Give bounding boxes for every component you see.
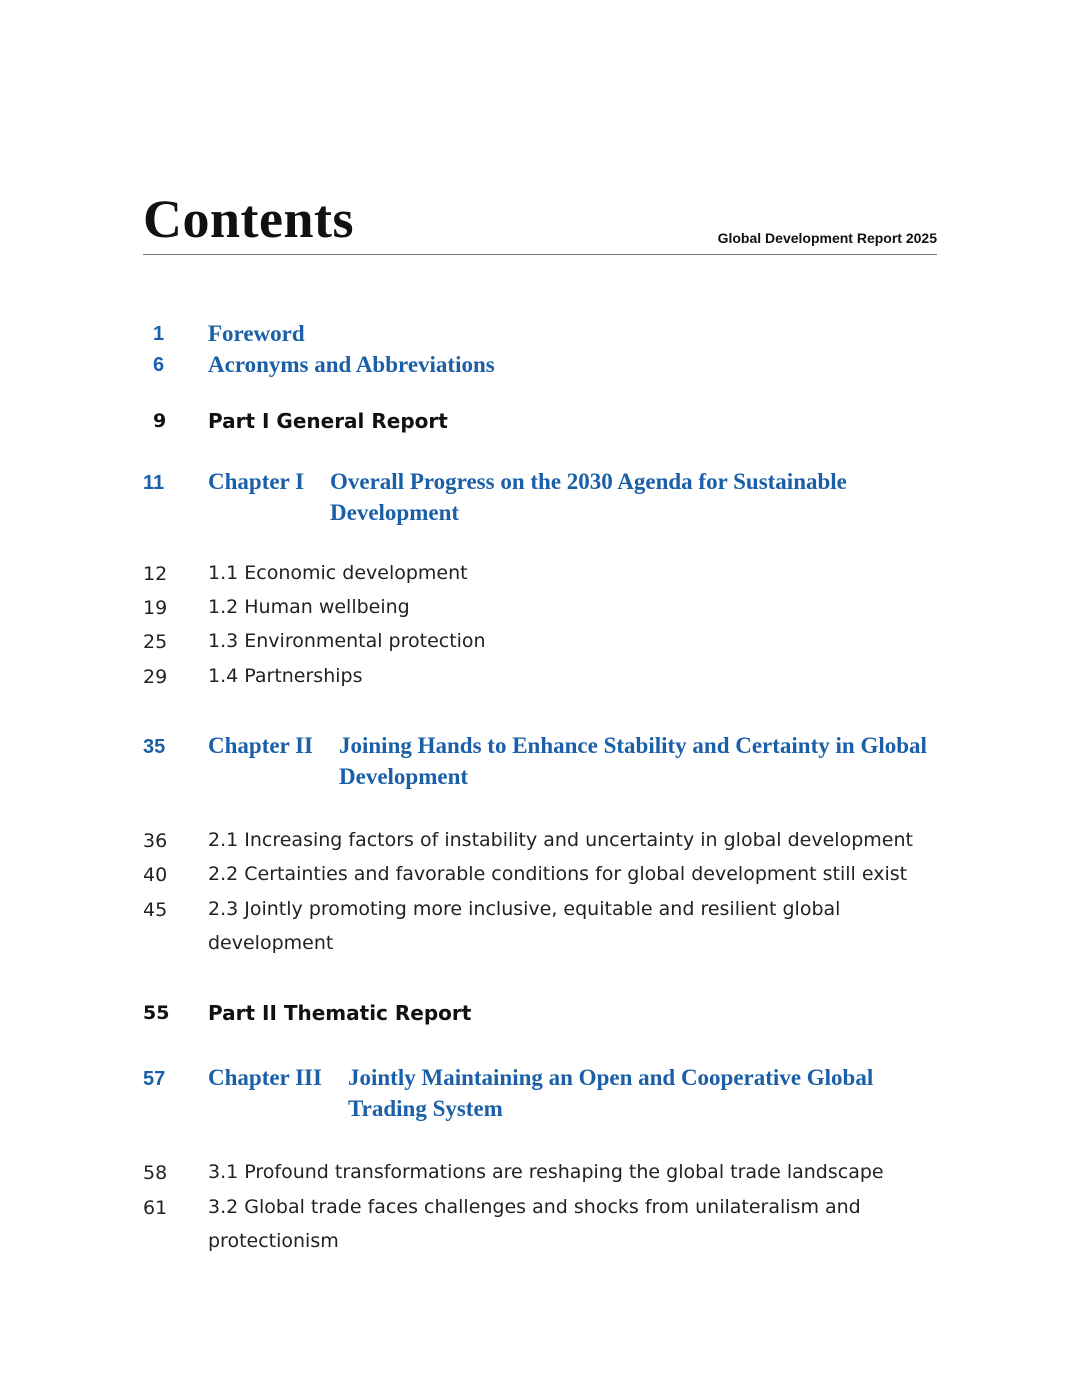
toc-chapter-2-title[interactable]: Joining Hands to Enhance Stability and Certainty in Global [339,733,927,758]
toc-chapter-1-title-cont[interactable]: Development [330,500,460,525]
toc-page-number: 35 [143,736,166,758]
toc-page-number: 25 [143,631,168,653]
toc-section-1-3[interactable]: 1.3 Environmental protection [208,630,486,652]
toc-chapter-3-title[interactable]: Jointly Maintaining an Open and Cooperative Global [348,1065,874,1090]
toc-section-1-2[interactable]: 1.2 Human wellbeing [208,596,410,618]
header-divider [143,254,937,255]
toc-section-3-2[interactable]: 3.2 Global trade faces challenges and shocks from unilateralism and [208,1196,861,1218]
toc-page-number: 36 [143,830,168,852]
page-title: Contents [143,189,355,249]
toc-chapter-3-label[interactable]: Chapter III [208,1065,322,1090]
toc-chapter-2-title-cont[interactable]: Development [339,764,469,789]
toc-chapter-1-label[interactable]: Chapter I [208,469,305,494]
toc-page-number: 45 [143,899,168,921]
toc-chapter-2-label[interactable]: Chapter II [208,733,314,758]
toc-section-3-1[interactable]: 3.1 Profound transformations are reshaping the global trade landscape [208,1161,884,1183]
toc-page-number: 11 [143,472,165,494]
toc-section-2-1[interactable]: 2.1 Increasing factors of instability and uncertainty in global development [208,829,913,851]
toc-part-1-title[interactable]: Part I General Report [208,409,448,433]
toc-page-number: 9 [153,410,167,432]
toc-chapter-3-title-cont[interactable]: Trading System [348,1096,503,1121]
toc-page-number: 1 [153,323,165,345]
toc-link-foreword[interactable]: Foreword [208,321,305,346]
toc-page-number: 55 [143,1002,170,1024]
toc-section-3-2-cont[interactable]: protectionism [208,1230,339,1252]
toc-section-2-3-cont[interactable]: development [208,932,334,954]
toc-section-2-2[interactable]: 2.2 Certainties and favorable conditions for global development still exist [208,863,908,885]
toc-section-1-4[interactable]: 1.4 Partnerships [208,665,363,687]
toc-section-2-3[interactable]: 2.3 Jointly promoting more inclusive, equitable and resilient global [208,898,841,920]
toc-link-acronyms[interactable]: Acronyms and Abbreviations [208,352,495,377]
toc-page-number: 29 [143,666,168,688]
toc-page-number: 61 [143,1197,168,1219]
toc-section-1-1[interactable]: 1.1 Economic development [208,562,468,584]
toc-page-number: 40 [143,864,168,886]
toc-page-number: 6 [153,354,165,376]
toc-part-2-title[interactable]: Part II Thematic Report [208,1001,472,1025]
toc-page-number: 12 [143,563,168,585]
toc-chapter-1-title[interactable]: Overall Progress on the 2030 Agenda for Sustainable [330,469,847,494]
toc-page-number: 57 [143,1068,166,1090]
toc-page-number: 19 [143,597,168,619]
report-name: Global Development Report 2025 [717,230,937,246]
toc-page-number: 58 [143,1162,168,1184]
